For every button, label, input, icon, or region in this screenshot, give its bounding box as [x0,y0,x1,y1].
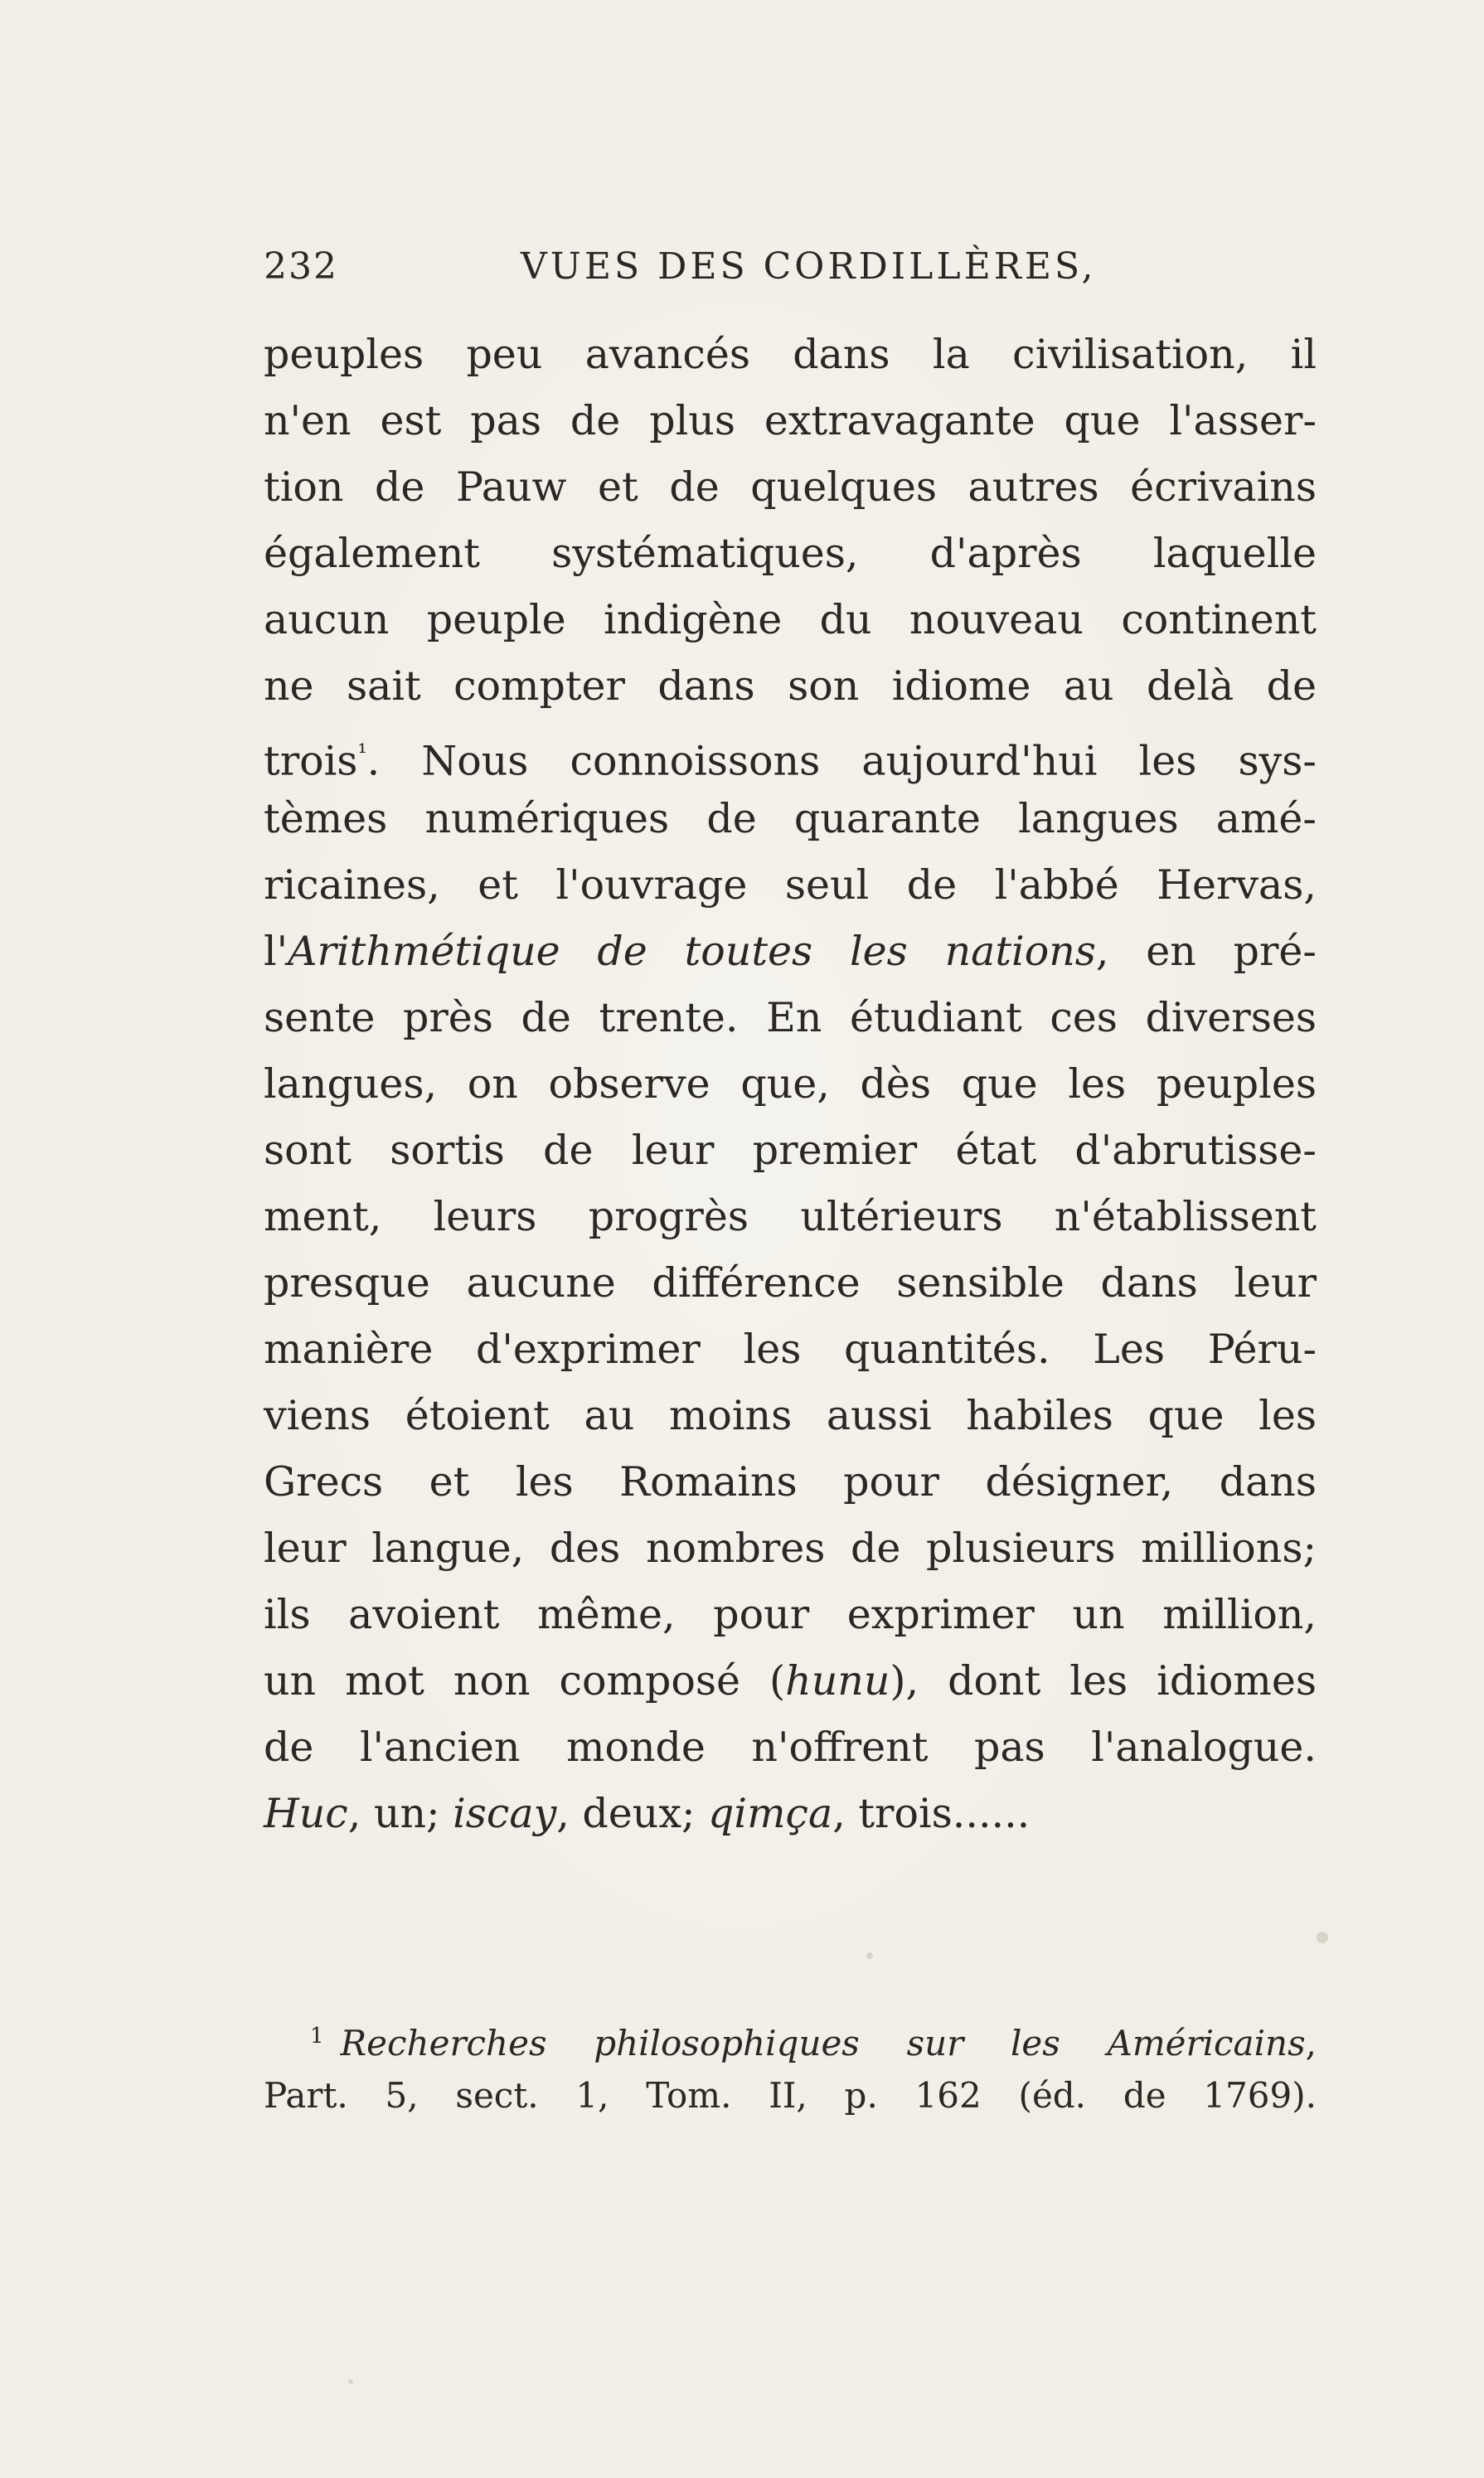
body-text [264,322,1317,1847]
text-line [264,852,1317,919]
footnote [264,2006,1317,2126]
footnote-title: Recherches philosophiques sur les Américains [340,2023,1306,2063]
text-run: Grecs et les Romains pour désigner, dans [264,1458,1317,1506]
text-line [264,521,1317,587]
italic-text: Huc [264,1790,348,1837]
text-run: tion de Pauw et de quelques autres écrivains [264,463,1317,511]
text-line [264,587,1317,653]
text-line [264,720,1317,786]
text-run: de l'ancien monde n'offrent pas l'analogue. [264,1724,1317,1771]
text-run: , un; [347,1790,453,1837]
italic-text: qimça [708,1790,833,1837]
text-run: viens étoient au moins aussi habiles que les [264,1392,1317,1439]
text-line [264,786,1317,852]
page-number: 232 [264,245,338,288]
footnote-punct: , [1305,2023,1317,2063]
italic-text: Arithmétique de toutes les nations [288,928,1096,975]
text-run: également systématiques, d'après laquelle [264,530,1317,577]
text-line [264,1118,1317,1184]
text-line [264,1250,1317,1317]
text-run: langues, on observe que, dès que les peuples [264,1060,1317,1108]
text-line [264,322,1317,388]
text-line [264,1317,1317,1383]
text-line [264,388,1317,454]
text-run: peuples peu avancés dans la civilisation, il [264,331,1317,378]
text-line [264,1648,1317,1714]
italic-text: iscay [453,1790,557,1837]
text-run: , deux; [556,1790,709,1837]
paper-speck [348,2379,353,2384]
text-run: ment, leurs progrès ultérieurs n'établissent [264,1193,1317,1240]
text-run: sente près de trente. En étudiant ces diverses [264,994,1317,1041]
text-run: tèmes numériques de quarante langues amé- [264,795,1317,842]
text-run: , en pré- [1095,928,1317,975]
text-line [264,653,1317,720]
text-run: manière d'exprimer les quantités. Les Péru- [264,1326,1317,1373]
paper-speck [1317,1932,1328,1943]
text-run: ricaines, et l'ouvrage seul de l'abbé Hervas, [264,861,1317,909]
text-run: presque aucune différence sensible dans leur [264,1259,1317,1307]
text-line [264,1781,1317,1847]
text-line [264,1582,1317,1648]
text-run: sont sortis de leur premier état d'abrutisse- [264,1127,1317,1174]
text-line [264,985,1317,1051]
text-line [264,919,1317,985]
text-run: n'en est pas de plus extravagante que l'asser- [264,397,1317,444]
italic-text: hunu [785,1657,890,1705]
text-line [264,454,1317,521]
text-line [264,1051,1317,1118]
text-line [264,1714,1317,1781]
text-run: leur langue, des nombres de plusieurs millions; [264,1525,1317,1572]
text-run: . Nous connoissons aujourd'hui les sys- [366,737,1317,785]
footnote-reference: ¹ [357,739,367,766]
text-run: ne sait compter dans son idiome au delà de [264,662,1317,710]
running-head [264,245,1325,298]
text-run: aucun peuple indigène du nouveau continent [264,596,1317,643]
text-line [264,1449,1317,1515]
text-run: un mot non composé ( [264,1657,786,1705]
text-run: , trois...... [832,1790,1031,1837]
footnote-marker: 1 [310,2024,324,2049]
text-line [264,1383,1317,1449]
footnote-line [264,2006,1317,2066]
paper-speck [866,1952,873,1959]
text-run: trois [264,737,358,785]
text-line [264,1515,1317,1582]
running-title: VUES DES CORDILLÈRES, [521,245,1097,288]
text-run: ), dont les idiomes [890,1657,1317,1705]
footnote-line: Part. 5, sect. 1, Tom. II, p. 162 (éd. de 1769). [264,2075,1317,2116]
text-run: ils avoient même, pour exprimer un million, [264,1591,1317,1638]
text-line [264,1184,1317,1250]
text-run: l' [264,928,289,975]
